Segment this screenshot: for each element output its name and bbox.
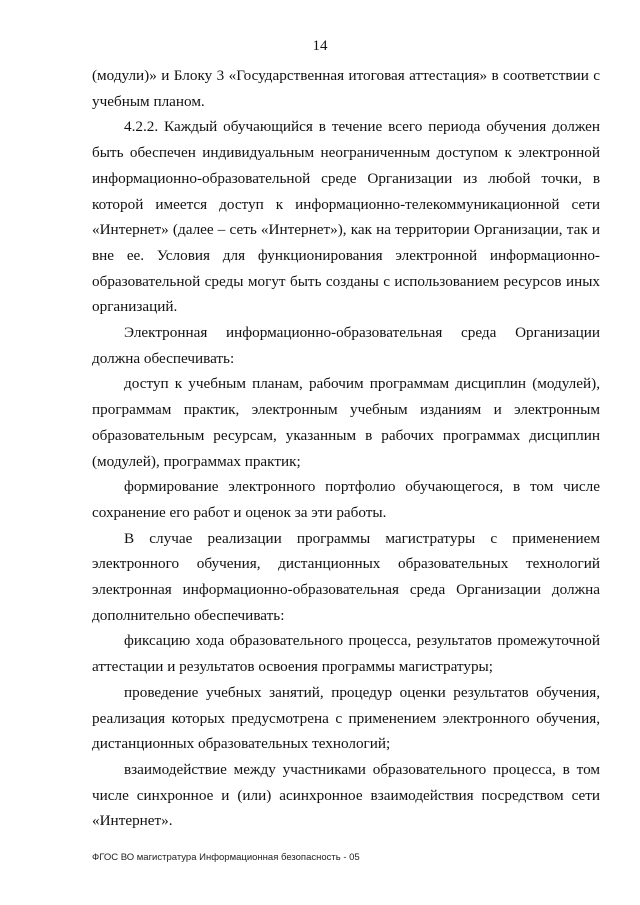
paragraph-continuation: (модули)» и Блоку 3 «Государственная итоговая аттестация» в соответствии с учебным планом. [92, 67, 600, 110]
paragraph-interaction-item: взаимодействие между участниками образовательного процесса, в том числе синхронное и (или) асинхронное взаимодействия посредством сети «Интернет». [92, 760, 600, 830]
paragraph-conduct-item: проведение учебных занятий, процедур оценки результатов обучения, реализация которых предусмотрена с применением электронного обучения, дистанционных образовательных технологий; [92, 683, 600, 753]
page-footer: ФГОС ВО магистратура Информационная безопасность - 05 [92, 852, 360, 863]
paragraph-distance-learning: В случае реализации программы магистратуры с применением электронного обучения, дистанционных образовательных технологий электронная информационно-образовательная среда Организации должна дополнительно обеспечивать: [92, 529, 600, 624]
paragraph-eios-requirements: Электронная информационно-образовательная среда Организации должна обеспечивать: [92, 324, 600, 367]
paragraph-access-item: доступ к учебным планам, рабочим программам дисциплин (модулей), программам практик, электронным учебным изданиям и электронным образовательным ресурсам, указанным в рабочих программах дисциплин (модулей), программах практик; [92, 375, 600, 470]
document-body [92, 63, 600, 834]
paragraph-portfolio-item: формирование электронного портфолио обучающегося, в том числе сохранение его работ и оценок за эти работы. [92, 478, 600, 521]
paragraph-fixation-item: фиксацию хода образовательного процесса, результатов промежуточной аттестации и результатов освоения программы магистратуры; [92, 632, 600, 676]
page-number: 14 [312, 38, 328, 54]
paragraph-4-2-2: 4.2.2. Каждый обучающийся в течение всего периода обучения должен быть обеспечен индивидуальным неограниченным доступом к электронной информационно-образовательной среде Организации из любой точки, в которой имеется доступ к информационно-телекоммуникационной сети «Интернет» (далее – сеть «Интернет»), как на территории Организации, так и вне ее. Условия для функционирования электронной информационно-образовательной среды могут быть созданы с использованием ресурсов иных организаций. [92, 118, 600, 316]
